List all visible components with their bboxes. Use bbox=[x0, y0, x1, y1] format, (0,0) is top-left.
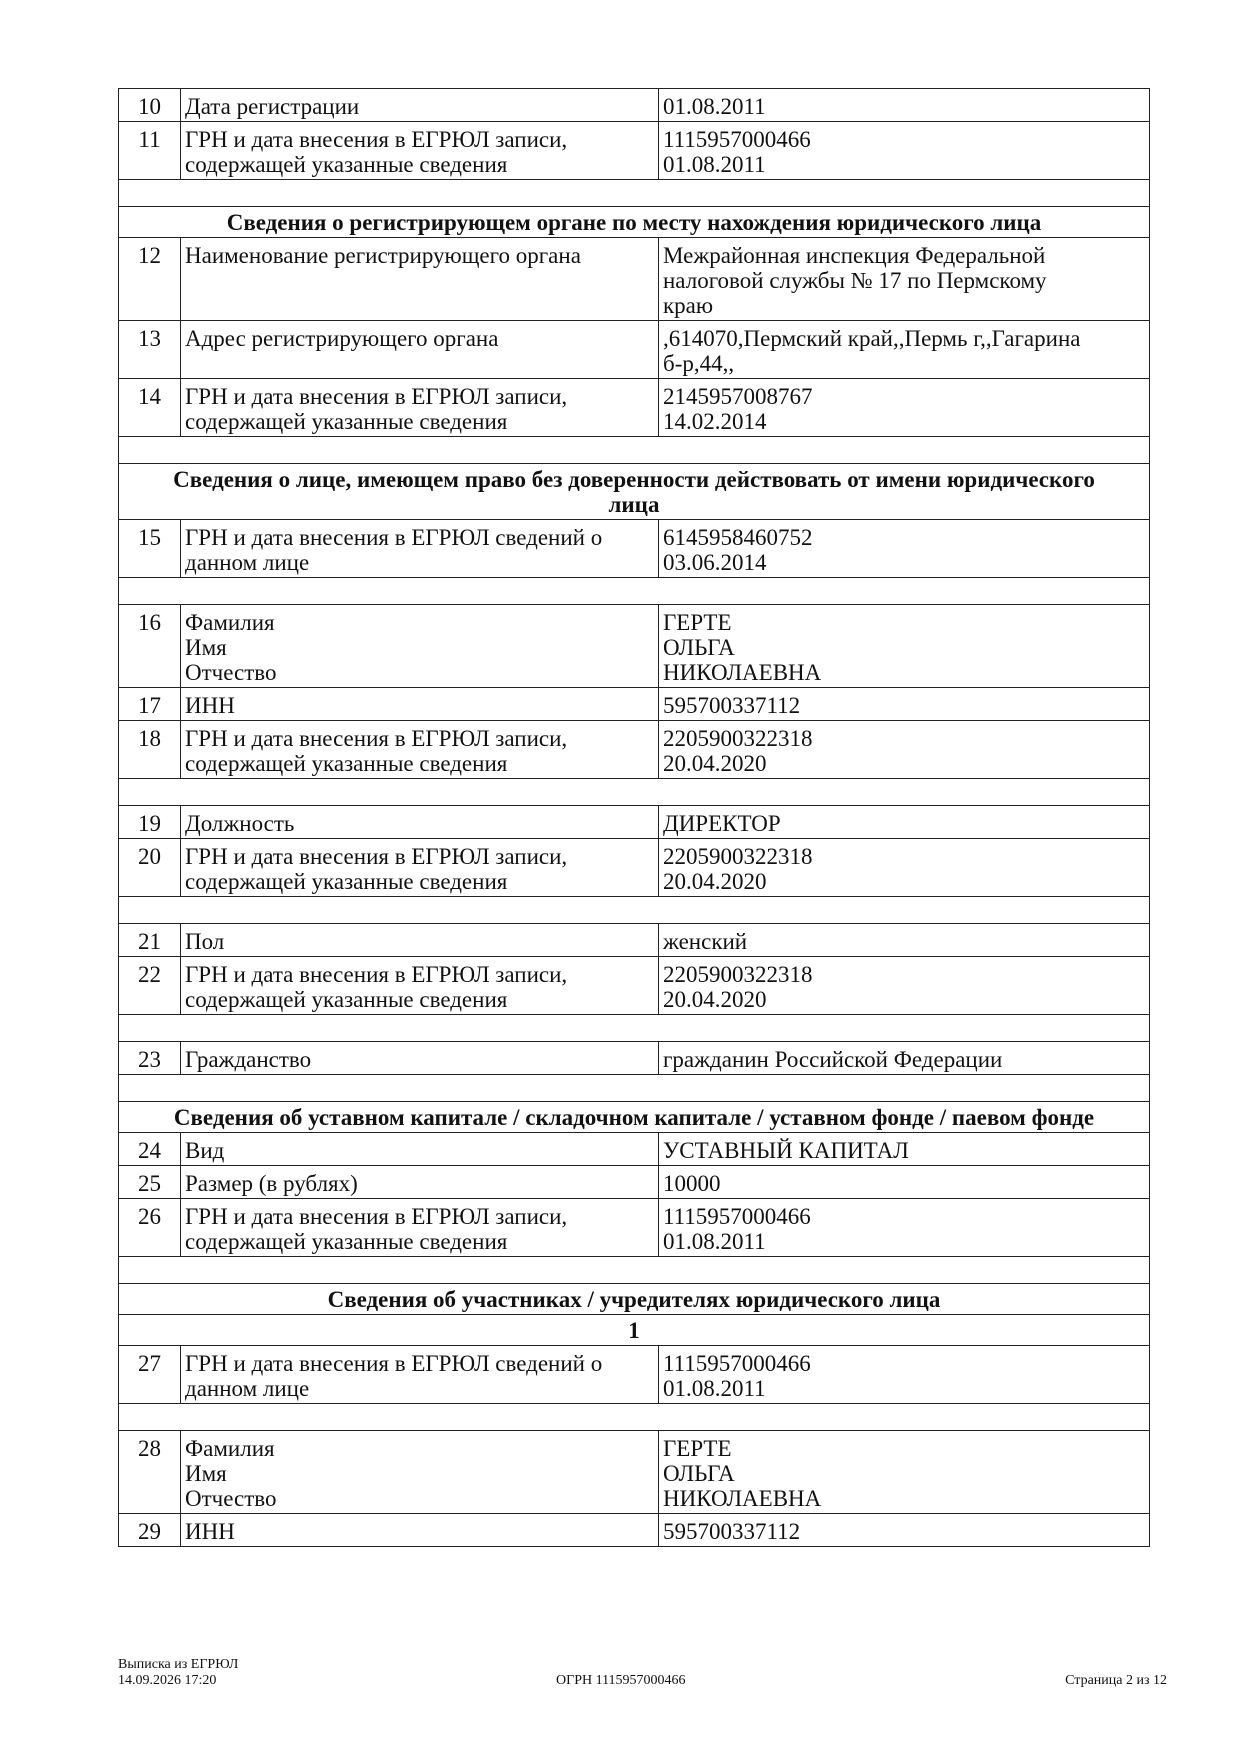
section-header-row bbox=[119, 1284, 1150, 1315]
row-value: 1115957000466 01.08.2011 bbox=[659, 122, 1150, 180]
section-header: Сведения об уставном капитале / складочном капитале / уставном фонде / паевом фонде bbox=[119, 1102, 1150, 1133]
row-value: ДИРЕКТОР bbox=[659, 806, 1150, 839]
row-value: 01.08.2011 bbox=[659, 89, 1150, 122]
footer-page-number: Страница 2 из 12 bbox=[1065, 1673, 1167, 1688]
table-row bbox=[119, 1166, 1150, 1199]
table-row bbox=[119, 605, 1150, 688]
row-number: 15 bbox=[119, 520, 181, 578]
table-row bbox=[119, 924, 1150, 957]
egrul-table bbox=[118, 88, 1150, 1547]
row-number: 16 bbox=[119, 605, 181, 688]
table-row bbox=[119, 321, 1150, 379]
spacer-cell bbox=[119, 578, 1150, 605]
row-value: 10000 bbox=[659, 1166, 1150, 1199]
row-number: 22 bbox=[119, 957, 181, 1015]
spacer-cell bbox=[119, 779, 1150, 806]
row-number: 25 bbox=[119, 1166, 181, 1199]
footer-doc-title: Выписка из ЕГРЮЛ bbox=[118, 1657, 239, 1672]
row-label: Гражданство bbox=[181, 1042, 659, 1075]
row-value: ГЕРТЕ ОЛЬГА НИКОЛАЕВНА bbox=[659, 1431, 1150, 1514]
row-label: ГРН и дата внесения в ЕГРЮЛ сведений о данном лице bbox=[181, 1346, 659, 1404]
spacer-row bbox=[119, 1015, 1150, 1042]
row-value: УСТАВНЫЙ КАПИТАЛ bbox=[659, 1133, 1150, 1166]
row-label: Адрес регистрирующего органа bbox=[181, 321, 659, 379]
row-value: 1115957000466 01.08.2011 bbox=[659, 1199, 1150, 1257]
table-row bbox=[119, 122, 1150, 180]
row-label: ГРН и дата внесения в ЕГРЮЛ записи, содержащей указанные сведения bbox=[181, 379, 659, 437]
row-label: ИНН bbox=[181, 688, 659, 721]
row-value: 595700337112 bbox=[659, 688, 1150, 721]
row-value: ГЕРТЕ ОЛЬГА НИКОЛАЕВНА bbox=[659, 605, 1150, 688]
spacer-cell bbox=[119, 1015, 1150, 1042]
row-value: гражданин Российской Федерации bbox=[659, 1042, 1150, 1075]
section-header-row bbox=[119, 207, 1150, 238]
spacer-cell bbox=[119, 180, 1150, 207]
spacer-row bbox=[119, 779, 1150, 806]
row-number: 19 bbox=[119, 806, 181, 839]
section-header: Сведения о регистрирующем органе по месту нахождения юридического лица bbox=[119, 207, 1150, 238]
table-row bbox=[119, 379, 1150, 437]
row-number: 18 bbox=[119, 721, 181, 779]
row-value: 2205900322318 20.04.2020 bbox=[659, 721, 1150, 779]
spacer-row bbox=[119, 180, 1150, 207]
row-number: 24 bbox=[119, 1133, 181, 1166]
table-body bbox=[119, 89, 1150, 1547]
row-label: ГРН и дата внесения в ЕГРЮЛ записи, содержащей указанные сведения bbox=[181, 839, 659, 897]
row-number: 17 bbox=[119, 688, 181, 721]
row-value: женский bbox=[659, 924, 1150, 957]
spacer-cell bbox=[119, 1257, 1150, 1284]
table-row bbox=[119, 839, 1150, 897]
section-header: Сведения об участниках / учредителях юридического лица bbox=[119, 1284, 1150, 1315]
row-label: ГРН и дата внесения в ЕГРЮЛ записи, содержащей указанные сведения bbox=[181, 721, 659, 779]
section-header: 1 bbox=[119, 1315, 1150, 1346]
spacer-cell bbox=[119, 897, 1150, 924]
row-label: Дата регистрации bbox=[181, 89, 659, 122]
section-header-row bbox=[119, 464, 1150, 520]
row-number: 28 bbox=[119, 1431, 181, 1514]
section-header-row bbox=[119, 1315, 1150, 1346]
spacer-row bbox=[119, 1404, 1150, 1431]
row-value: ,614070,Пермский край,,Пермь г,,Гагарина б-р,44,, bbox=[659, 321, 1150, 379]
row-number: 23 bbox=[119, 1042, 181, 1075]
table-row bbox=[119, 1133, 1150, 1166]
row-label: Пол bbox=[181, 924, 659, 957]
row-value: 595700337112 bbox=[659, 1514, 1150, 1547]
row-number: 14 bbox=[119, 379, 181, 437]
row-number: 21 bbox=[119, 924, 181, 957]
spacer-row bbox=[119, 578, 1150, 605]
row-label: ГРН и дата внесения в ЕГРЮЛ записи, содержащей указанные сведения bbox=[181, 1199, 659, 1257]
row-number: 20 bbox=[119, 839, 181, 897]
footer-ogrn: ОГРН 1115957000466 bbox=[556, 1673, 686, 1688]
spacer-cell bbox=[119, 1075, 1150, 1102]
row-label: Размер (в рублях) bbox=[181, 1166, 659, 1199]
row-value: 2145957008767 14.02.2014 bbox=[659, 379, 1150, 437]
row-number: 10 bbox=[119, 89, 181, 122]
spacer-row bbox=[119, 897, 1150, 924]
row-value: 6145958460752 03.06.2014 bbox=[659, 520, 1150, 578]
row-label: ГРН и дата внесения в ЕГРЮЛ сведений о данном лице bbox=[181, 520, 659, 578]
row-number: 29 bbox=[119, 1514, 181, 1547]
row-value: 2205900322318 20.04.2020 bbox=[659, 957, 1150, 1015]
table-row bbox=[119, 1514, 1150, 1547]
section-header: Сведения о лице, имеющем право без доверенности действовать от имени юридического лица bbox=[119, 464, 1150, 520]
row-number: 13 bbox=[119, 321, 181, 379]
table-row bbox=[119, 957, 1150, 1015]
table-row bbox=[119, 688, 1150, 721]
row-label: ГРН и дата внесения в ЕГРЮЛ записи, содержащей указанные сведения bbox=[181, 122, 659, 180]
row-number: 27 bbox=[119, 1346, 181, 1404]
row-label: ИНН bbox=[181, 1514, 659, 1547]
section-header-row bbox=[119, 1102, 1150, 1133]
row-label: Наименование регистрирующего органа bbox=[181, 238, 659, 321]
table-row bbox=[119, 89, 1150, 122]
row-value: 2205900322318 20.04.2020 bbox=[659, 839, 1150, 897]
spacer-cell bbox=[119, 437, 1150, 464]
spacer-cell bbox=[119, 1404, 1150, 1431]
footer-left bbox=[118, 1657, 238, 1689]
table-row bbox=[119, 806, 1150, 839]
row-number: 12 bbox=[119, 238, 181, 321]
table-row bbox=[119, 520, 1150, 578]
table-row bbox=[119, 1199, 1150, 1257]
spacer-row bbox=[119, 437, 1150, 464]
row-number: 11 bbox=[119, 122, 181, 180]
table-row bbox=[119, 1346, 1150, 1404]
row-label: Фамилия Имя Отчество bbox=[181, 1431, 659, 1514]
spacer-row bbox=[119, 1075, 1150, 1102]
row-number: 26 bbox=[119, 1199, 181, 1257]
row-value: Межрайонная инспекция Федеральной налоговой службы № 17 по Пермскому краю bbox=[659, 238, 1150, 321]
row-label: Фамилия Имя Отчество bbox=[181, 605, 659, 688]
table-row bbox=[119, 1042, 1150, 1075]
footer-datetime: 14.09.2026 17:20 bbox=[118, 1673, 217, 1688]
table-row bbox=[119, 721, 1150, 779]
table-row bbox=[119, 1431, 1150, 1514]
row-label: Вид bbox=[181, 1133, 659, 1166]
spacer-row bbox=[119, 1257, 1150, 1284]
row-label: Должность bbox=[181, 806, 659, 839]
row-label: ГРН и дата внесения в ЕГРЮЛ записи, содержащей указанные сведения bbox=[181, 957, 659, 1015]
row-value: 1115957000466 01.08.2011 bbox=[659, 1346, 1150, 1404]
table-row bbox=[119, 238, 1150, 321]
